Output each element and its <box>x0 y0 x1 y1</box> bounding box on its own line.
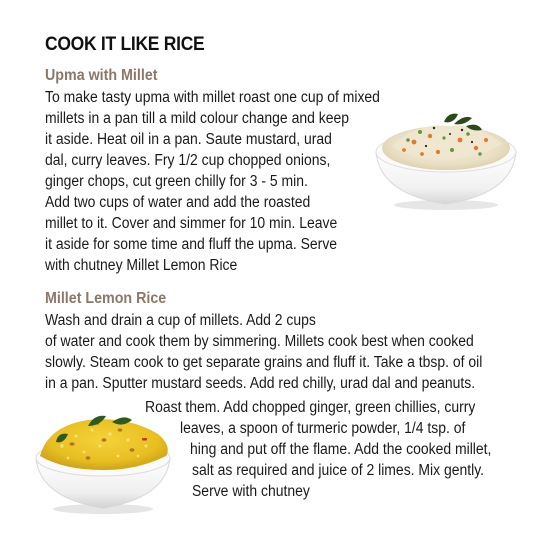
section-heading-upma: Upma with Millet <box>45 67 158 84</box>
lemon-rice-bowl-image <box>28 412 178 516</box>
lemon-rice-line: Serve with chutney <box>192 483 310 500</box>
upma-line: To make tasty upma with millet roast one cup of mixed <box>45 89 380 106</box>
lemon-rice-line: leaves, a spoon of turmeric powder, 1/4 tsp. of <box>180 420 466 437</box>
lemon-rice-line: Wash and drain a cup of millets. Add 2 cups <box>45 312 316 329</box>
upma-line: it aside. Heat oil in a pan. Saute mustard, urad <box>45 131 332 148</box>
upma-line: dal, curry leaves. Fry 1/2 cup chopped onions, <box>45 152 331 169</box>
lemon-rice-line: hing and put off the flame. Add the cooked millet, <box>190 441 492 458</box>
upma-line: Add two cups of water and add the roasted <box>45 194 311 211</box>
page-title: COOK IT LIKE RICE <box>45 34 205 55</box>
upma-line: it aside for some time and fluff the upma. Serve <box>45 236 338 253</box>
lemon-rice-line: Roast them. Add chopped ginger, green chillies, curry <box>145 399 476 416</box>
upma-line: millet to it. Cover and simmer for 10 min. Leave <box>45 215 338 232</box>
upma-line: millets in a pan till a mild colour change and keep <box>45 110 349 127</box>
lemon-rice-line: of water and cook them by simmering. Millets cook best when cooked <box>45 333 474 350</box>
upma-bowl-image <box>368 112 520 212</box>
upma-line: with chutney Millet Lemon Rice <box>45 257 238 274</box>
lemon-rice-line: in a pan. Sputter mustard seeds. Add red chilly, urad dal and peanuts. <box>45 375 476 392</box>
lemon-rice-line: slowly. Steam cook to get separate grains and fluff it. Take a tbsp. of oil <box>45 354 483 371</box>
section-heading-lemon-rice: Millet Lemon Rice <box>45 290 167 307</box>
upma-line: ginger chops, cut green chilly for 3 - 5 min. <box>45 173 308 190</box>
lemon-rice-line: salt as required and juice of 2 limes. Mix gently. <box>192 462 485 479</box>
